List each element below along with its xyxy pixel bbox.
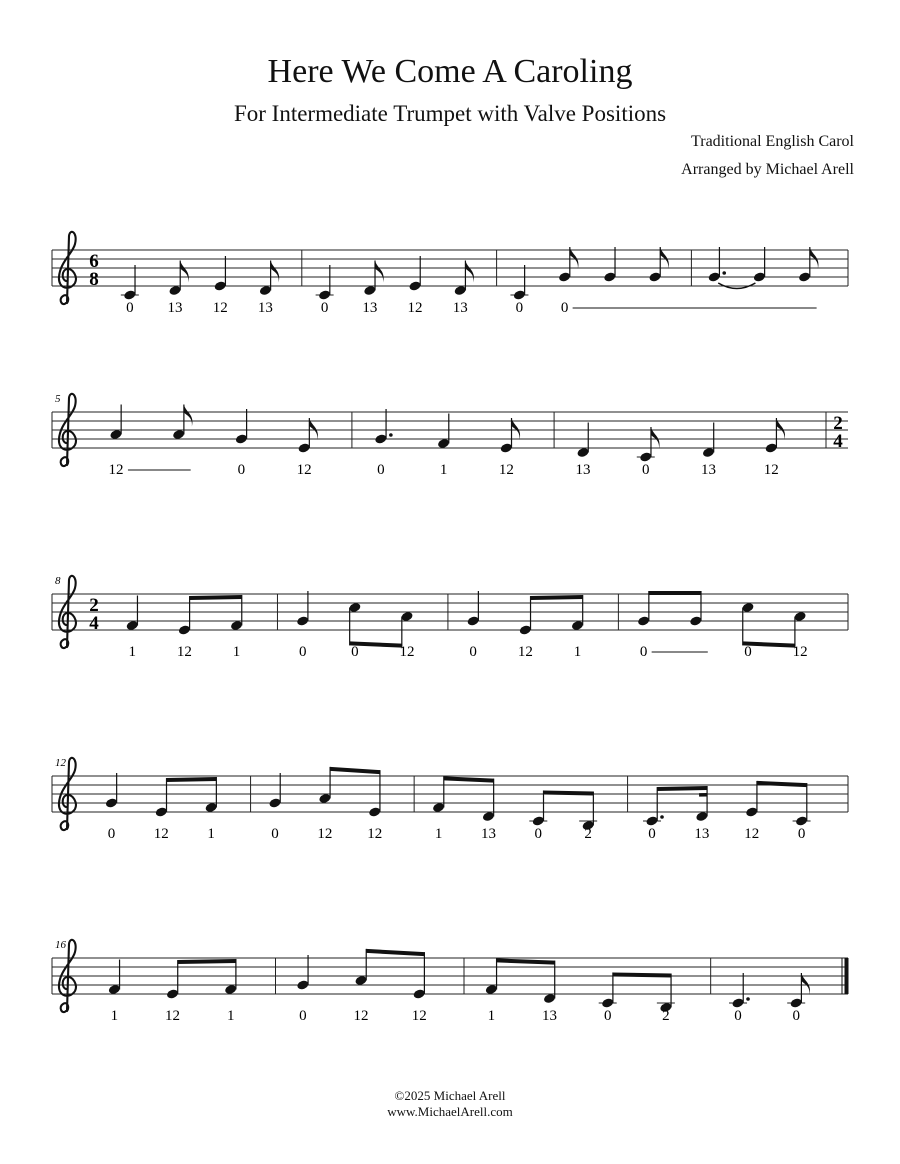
time-signature-top: 2: [833, 413, 843, 434]
valve-position: 0: [560, 300, 569, 316]
staff-system-1: [52, 232, 848, 316]
valve-position: 0: [377, 462, 385, 478]
staff-system-2: [52, 393, 848, 478]
valve-position: 0: [107, 826, 116, 842]
measure-number: 5: [55, 393, 61, 405]
valve-position: 12: [744, 826, 760, 842]
valve-position: 13: [362, 300, 378, 316]
valve-position: 1: [434, 826, 443, 842]
measure-number: 12: [55, 757, 66, 769]
valve-position: 0: [351, 644, 359, 660]
beam: [497, 958, 555, 964]
composer-credit: Traditional English Carol: [691, 133, 854, 150]
eighth-flag: [375, 261, 384, 283]
dot: [746, 997, 750, 1001]
valve-position: 12: [407, 300, 423, 316]
valve-position: 12: [411, 1008, 427, 1024]
valve-position: 12: [792, 644, 808, 660]
time-signature-top: 2: [89, 595, 99, 616]
valve-position: 0: [320, 300, 329, 316]
valve-position: 12: [353, 1008, 369, 1024]
valve-position: 1: [487, 1008, 496, 1024]
beam: [366, 949, 424, 956]
valve-position: 13: [575, 462, 591, 478]
valve-position: 0: [642, 462, 650, 478]
beam: [330, 767, 380, 774]
valve-position: 0: [744, 644, 752, 660]
valve-position: 0: [734, 1008, 742, 1024]
staff-system-5: [52, 939, 848, 1024]
valve-position: 12: [763, 462, 779, 478]
valve-position: 1: [110, 1008, 119, 1024]
valve-position: 0: [792, 1008, 800, 1024]
valve-position: 12: [498, 462, 514, 478]
dot: [722, 271, 726, 275]
valve-position: 0: [298, 644, 307, 660]
eighth-flag: [180, 261, 189, 283]
valve-position: 0: [515, 300, 524, 316]
valve-position: 0: [639, 644, 648, 660]
valve-position: 1: [573, 644, 582, 660]
valve-position: 0: [534, 826, 543, 842]
valve-position: 0: [299, 1008, 307, 1024]
beam: [167, 777, 217, 782]
valve-position: 13: [167, 300, 183, 316]
valve-position: 0: [271, 826, 279, 842]
valve-position: 0: [603, 1008, 612, 1024]
valve-position: 1: [226, 1008, 235, 1024]
time-signature-bottom: 4: [833, 431, 843, 452]
valve-position: 0: [126, 300, 134, 316]
beam: [190, 595, 242, 600]
valve-position: 12: [212, 300, 228, 316]
valve-position: 0: [469, 644, 477, 660]
valve-position: 1: [128, 644, 137, 660]
page-footer: [0, 1088, 900, 1120]
staff-system-4: [52, 757, 848, 842]
valve-position: 1: [207, 826, 215, 842]
valve-position: 12: [153, 826, 169, 842]
beam: [613, 972, 671, 977]
time-signature-bottom: 8: [89, 269, 99, 290]
beam: [531, 595, 583, 600]
staff-system-3: [52, 575, 848, 660]
beam: [178, 959, 236, 964]
valve-position: 12: [176, 644, 192, 660]
beam: [757, 781, 807, 787]
measure-number: 16: [55, 939, 66, 951]
valve-position: 0: [648, 826, 656, 842]
valve-position: 2: [584, 826, 592, 842]
page-subtitle: For Intermediate Trumpet with Valve Positions: [233, 101, 667, 126]
eighth-flag: [184, 405, 193, 427]
valve-position: 12: [108, 462, 124, 478]
valve-position: 12: [399, 644, 415, 660]
valve-position: 13: [542, 1008, 558, 1024]
valve-position: 2: [662, 1008, 670, 1024]
valve-position: 0: [797, 826, 806, 842]
dot: [660, 815, 664, 819]
eighth-flag: [271, 261, 280, 283]
website-text: www.MichaelArell.com: [387, 1104, 513, 1119]
arranger-credit: Arranged by Michael Arell: [681, 161, 854, 178]
beam: [649, 591, 701, 595]
beam: [444, 776, 494, 782]
copyright-text: ©2025 Michael Arell: [394, 1088, 506, 1103]
eighth-flag: [465, 261, 474, 283]
valve-position: 0: [237, 462, 246, 478]
valve-position: 12: [367, 826, 383, 842]
valve-position: 13: [452, 300, 468, 316]
valve-position: 12: [317, 826, 333, 842]
dot: [389, 433, 393, 437]
valve-position: 12: [296, 462, 312, 478]
valve-position: 12: [165, 1008, 181, 1024]
beam: [544, 790, 594, 795]
valve-position: 13: [257, 300, 273, 316]
valve-position: 13: [480, 826, 496, 842]
page-title: Here We Come A Caroling: [267, 53, 633, 90]
beam: [657, 786, 707, 791]
valve-position: 1: [232, 644, 241, 660]
time-signature-bottom: 4: [89, 613, 99, 634]
valve-position: 1: [439, 462, 448, 478]
measure-number: 8: [55, 575, 61, 587]
valve-position: 13: [701, 462, 716, 478]
valve-position: 13: [694, 826, 710, 842]
time-signature-top: 6: [89, 251, 99, 272]
valve-position: 12: [517, 644, 533, 660]
sixteenth-beam: [699, 793, 707, 797]
